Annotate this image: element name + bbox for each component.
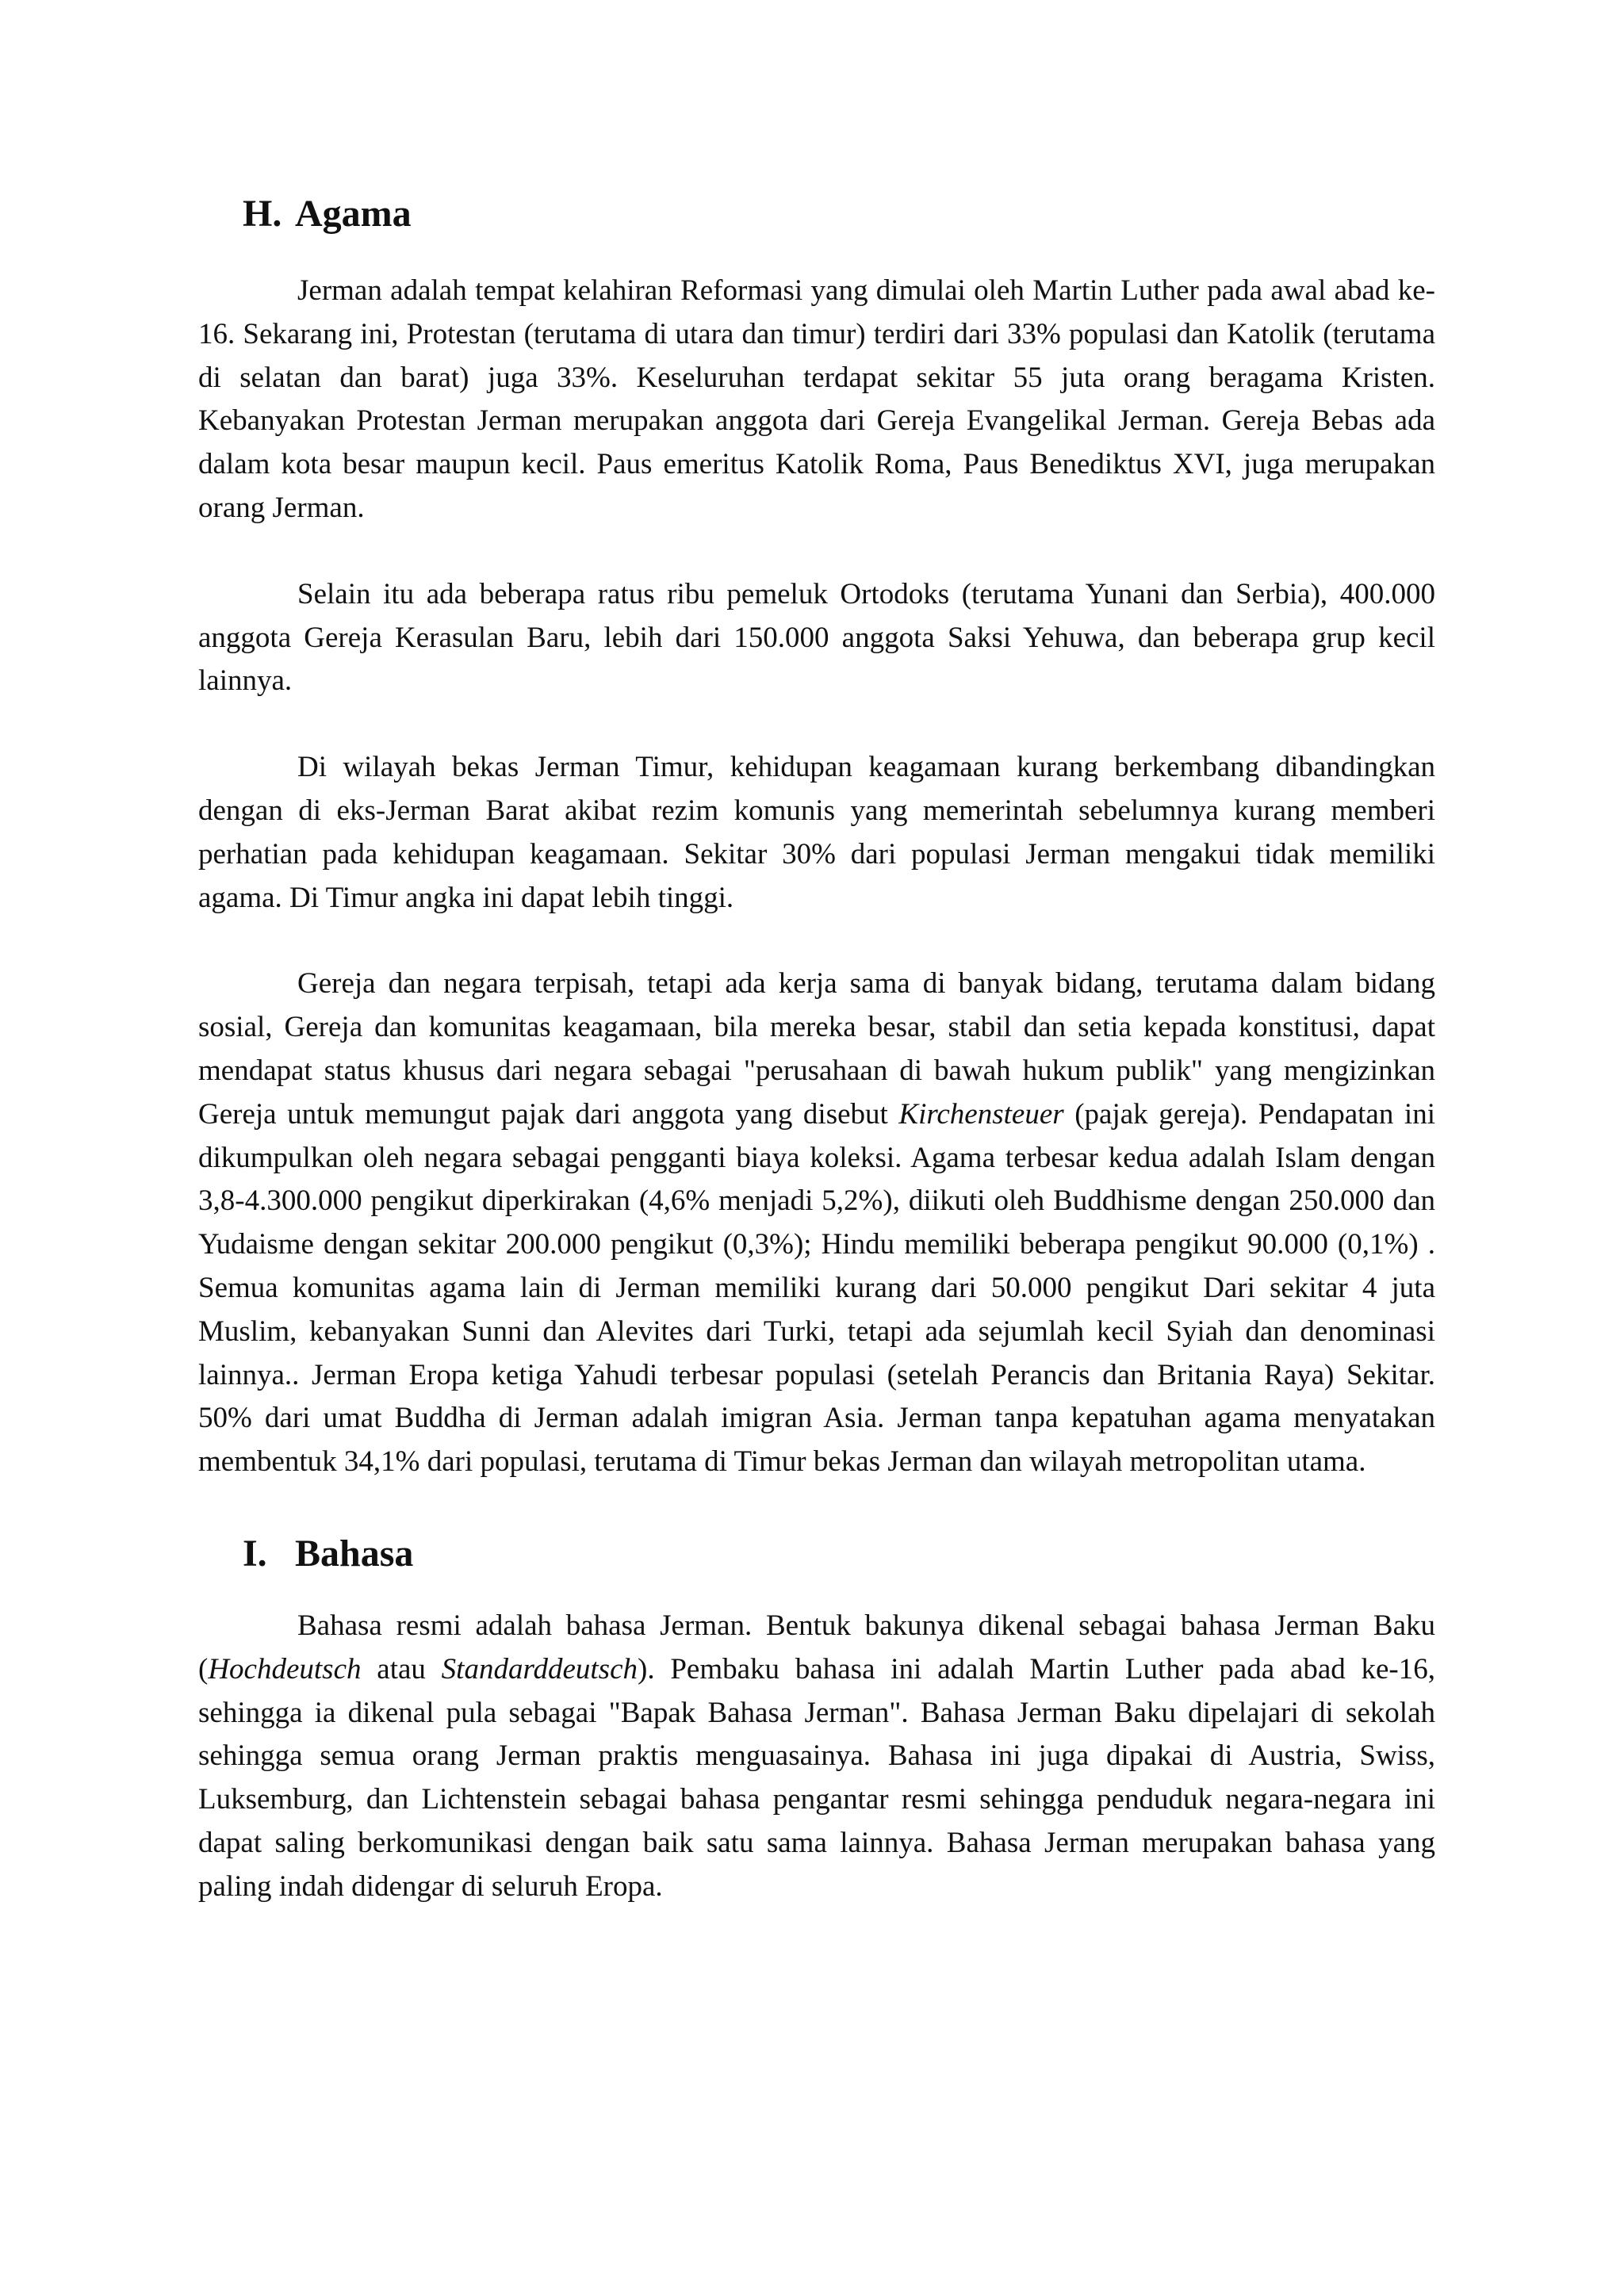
paragraph-text: Bahasa resmi adalah bahasa Jerman. Bentuk bakunya dikenal sebagai bahasa Jerman Baku ( <box>198 1609 1435 1686</box>
paragraph-jerman-timur: Di wilayah bekas Jerman Timur, kehidupan keagamaan kurang berkembang dibandingkan dengan di eks-Jerman Barat akibat rezim komunis yang memerintah sebelumnya kurang memberi perhatian pada kehidupan keagamaan. Sekitar 30% dari populasi Jerman mengakui tidak memiliki agama. Di Timur angka ini dapat lebih tinggi. <box>198 751 1435 914</box>
section-number: H. <box>243 193 282 235</box>
term-kirchensteuer: Kirchensteuer <box>898 1097 1064 1131</box>
section-heading-agama <box>243 190 1435 238</box>
paragraph-reformasi: Jerman adalah tempat kelahiran Reformasi yang dimulai oleh Martin Luther pada awal abad ke-16. Sekarang ini, Protestan (terutama di utara dan timur) terdiri dari 33% populasi dan Katolik (terutama di selatan dan barat) juga 33%. Keseluruhan terdapat sekitar 55 juta orang beragama Kristen. Kebanyakan Protestan Jerman merupakan anggota dari Gereja Evangelikal Jerman. Gereja Bebas ada dalam kota besar maupun kecil. Paus emeritus Katolik Roma, Paus Benediktus XVI, juga merupakan orang Jerman. <box>198 274 1435 524</box>
section-title: Agama <box>295 193 412 235</box>
paragraph-text: Gereja dan negara terpisah, tetapi ada kerja sama di banyak bidang, terutama dalam bidang sosial, Gereja dan komunitas keagamaan, bila mereka besar, stabil dan setia kepada konstitusi, dapat mendapat status khusus dari negara sebagai "perusahaan di bawah hukum publik" yang mengizinkan Gereja untuk memungut pajak dari anggota yang disebut <box>198 967 1435 1131</box>
term-standarddeutsch: Standarddeutsch <box>441 1652 638 1686</box>
section-number: I. <box>243 1532 267 1575</box>
paragraph-text: (pajak gereja). Pendapatan ini dikumpulkan oleh negara sebagai pengganti biaya koleksi. Agama terbesar kedua adalah Islam dengan 3,8-4.300.000 pengikut diperkirakan (4,6% menjadi 5,2%), diikuti oleh Buddhisme dengan 250.000 dan Yudaisme dengan sekitar 200.000 pengikut (0,3%); Hindu memiliki beberapa pengikut 90.000 (0,1%) . Semua komunitas agama lain di Jerman memiliki kurang dari 50.000 pengikut Dari sekitar 4 juta Muslim, kebanyakan Sunni dan Alevites dari Turki, tetapi ada sejumlah kecil Syiah dan denominasi lainnya.. Jerman Eropa ketiga Yahudi terbesar populasi (setelah Perancis dan Britania Raya) Sekitar. 50% dari umat Buddha di Jerman adalah imigran Asia. Jerman tanpa kepatuhan agama menyatakan membentuk 34,1% dari populasi, terutama di Timur bekas Jerman dan wilayah metropolitan utama. <box>198 1097 1435 1479</box>
section-heading-bahasa <box>243 1530 1435 1578</box>
paragraph-bahasa-resmi <box>198 1605 1435 1909</box>
term-hochdeutsch: Hochdeutsch <box>208 1652 362 1686</box>
paragraph-text: atau <box>361 1652 442 1686</box>
paragraph-text: ). Pembaku bahasa ini adalah Martin Luther pada abad ke-16, sehingga ia dikenal pula sebagai "Bapak Bahasa Jerman". Bahasa Jerman Baku dipelajari di sekolah sehingga semua orang Jerman praktis menguasainya. Bahasa ini juga dipakai di Austria, Swiss, Luksemburg, dan Lichtenstein sebagai bahasa pengantar resmi sehingga penduduk negara-negara ini dapat saling berkomunikasi dengan baik satu sama lainnya. Bahasa Jerman merupakan bahasa yang paling indah didengar di seluruh Eropa. <box>198 1652 1436 1903</box>
section-title: Bahasa <box>295 1532 414 1575</box>
document-content <box>198 190 1435 1909</box>
paragraph-gereja-negara <box>198 962 1435 1484</box>
paragraph-ortodoks: Selain itu ada beberapa ratus ribu pemeluk Ortodoks (terutama Yunani dan Serbia), 400.000 anggota Gereja Kerasulan Baru, lebih dari 150.000 anggota Saksi Yehuwa, dan beberapa grup kecil lainnya. <box>198 577 1435 698</box>
